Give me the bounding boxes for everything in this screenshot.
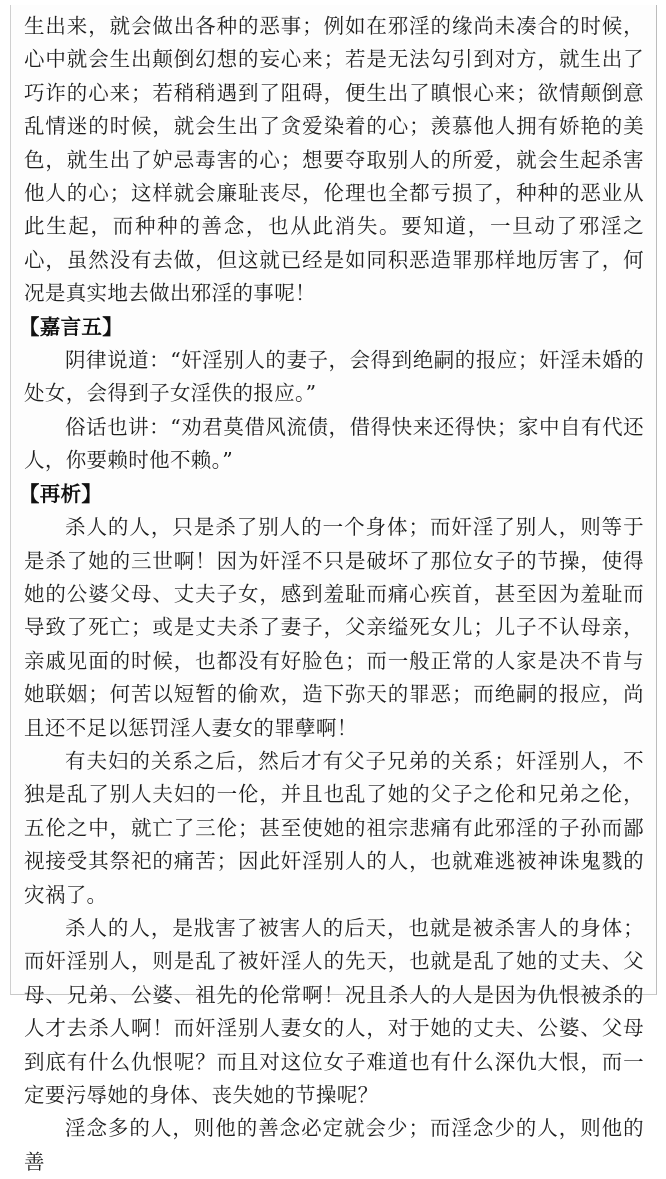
page-body xyxy=(18,10,644,1179)
paragraph: 俗话也讲：“劝君莫借风流债，借得快来还得快；家中自有代还人，你要赖时他不赖。” xyxy=(24,414,644,473)
paragraph: 有夫妇的关系之后，然后才有父子兄弟的关系；奸淫别人，不独是乱了别人夫妇的一伦，并且也乱了她的父子之伦和兄弟之伦，五伦之中，就亡了三伦；甚至使她的祖宗悲痛有此邪淫的子孙而鄙视接受其祭祀的痛苦；因此奸淫别人的人，也就难逃被神诛鬼戮的灾祸了。 xyxy=(24,748,644,907)
paragraph: 阴律说道：“奸淫别人的妻子，会得到绝嗣的报应；奸淫未婚的处女，会得到子女淫佚的报应。” xyxy=(24,348,644,406)
paragraph: 淫念多的人，则他的善念必定就会少；而淫念少的人，则他的善 xyxy=(24,1116,644,1174)
section-heading-zaixi: 【再析】 xyxy=(18,481,103,506)
paragraph: 杀人的人，是戕害了被害人的后天，也就是被杀害人的身体；而奸淫别人，则是乱了被奸淫人的先天，也就是乱了她的丈夫、父母、兄弟、公婆、祖先的伦常啊！况且杀人的人是因为仇恨被杀的人才去杀人啊！而奸淫别人妻女的人，对于她的丈夫、公婆、父母到底有什么仇恨呢？而且对这位女子难道也有什么深仇大恨，而一定要污辱她的身体、丧失她的节操呢？ xyxy=(24,915,644,1107)
section-heading-jiayan-5: 【嘉言五】 xyxy=(18,314,124,339)
paragraph: 杀人的人，只是杀了别人的一个身体；而奸淫了别人，则等于是杀了她的三世啊！因为奸淫不只是破坏了那位女子的节操，使得她的公婆父母、丈夫子女，感到羞耻而痛心疾首，甚至因为羞耻而导致了死亡；或是丈夫杀了妻子，父亲缢死女儿；儿子不认母亲，亲戚见面的时候，也都没有好脸色；而一般正常的人家是决不肯与她联姻；何苦以短暂的偷欢，造下弥天的罪恶；而绝嗣的报应，尚且还不足以惩罚淫人妻女的罪孽啊！ xyxy=(24,515,644,740)
paragraph: 生出来，就会做出各种的恶事；例如在邪淫的缘尚未凑合的时候，心中就会生出颠倒幻想的妄心来；若是无法勾引到对方，就生出了巧诈的心来；若稍稍遇到了阻碍，便生出了瞋恨心来；欲情颠倒意乱情迷的时候，就会生出了贪爱染着的心；羡慕他人拥有娇艳的美色，就生出了妒忌毒害的心；想要夺取别人的所爱，就会生起杀害他人的心；这样就会廉耻丧尽，伦理也全都亏损了，种种的恶业从此生起，而种种的善念，也从此消失。要知道，一旦动了邪淫之心，虽然没有去做，但这就已经是如同积恶造罪那样地厉害了，何况是真实地去做出邪淫的事呢！ xyxy=(24,14,644,306)
